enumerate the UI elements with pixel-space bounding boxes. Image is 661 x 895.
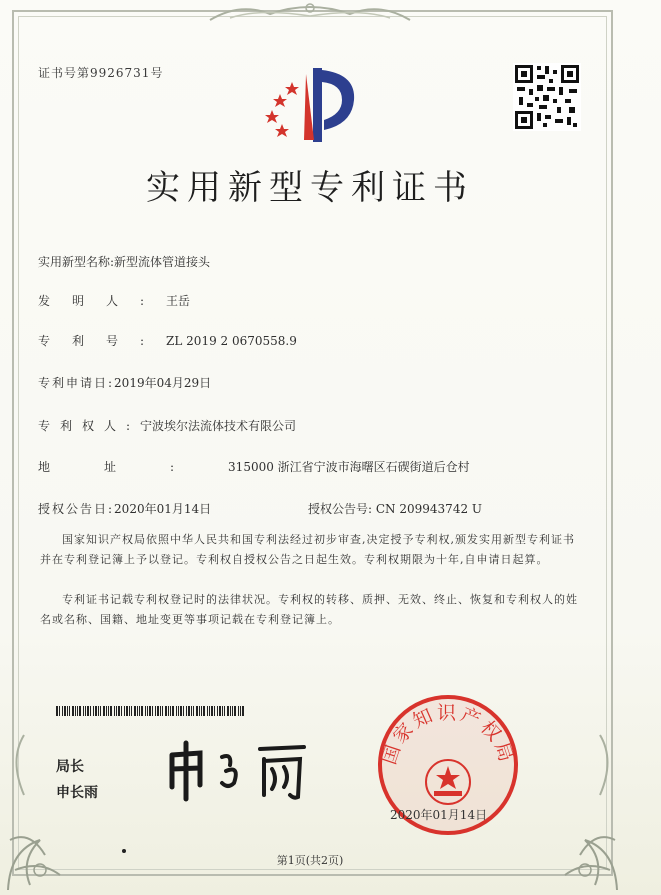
address-row	[38, 458, 470, 475]
patentee-value: 宁波埃尔法流体技术有限公司	[140, 419, 297, 433]
address-label: 地址:	[38, 460, 229, 474]
qr-code	[513, 63, 581, 131]
director-name: 申长雨	[56, 785, 98, 801]
bottom-left-ornament	[0, 800, 80, 895]
inventor-row	[38, 292, 190, 309]
grant-date-row	[38, 500, 211, 517]
grant-number-row	[308, 500, 482, 517]
filing-date-value: 2019年04月29日	[114, 376, 212, 390]
filing-date-label: 专利申请日:	[38, 376, 115, 390]
inventor-label: 发明人:	[38, 294, 167, 308]
legal-status-paragraph: 专利证书记载专利权登记时的法律状况。专利权的转移、质押、无效、终止、恢复和专利权人的姓名或名称、国籍、地址变更等事项记载在专利登记簿上。	[40, 593, 578, 626]
patent-number-label: 专利号:	[38, 334, 167, 348]
utility-model-name-row	[38, 253, 210, 270]
filing-date-row	[38, 374, 211, 391]
barcode	[56, 706, 246, 716]
certificate-title: 实用新型专利证书	[146, 168, 474, 208]
patentee-label: 专利权人:	[38, 419, 141, 433]
grant-number-label: 授权公告号:	[308, 502, 373, 516]
top-ornament	[200, 0, 420, 24]
patentee-row	[38, 417, 296, 434]
certificate-number: 证书号第9926731号	[38, 66, 164, 80]
grant-date-value: 2020年01月14日	[114, 502, 212, 516]
cnipa-logo	[258, 60, 368, 150]
director-title: 局长	[56, 759, 84, 775]
seal-date: 2020年01月14日	[390, 808, 488, 822]
inventor-value: 王岳	[166, 294, 191, 308]
left-ornament	[4, 730, 34, 800]
utility-model-name-value: 新型流体管道接头	[114, 255, 211, 269]
patent-number-value: ZL 2019 2 0670558.9	[166, 334, 297, 348]
patent-number-row	[38, 332, 297, 349]
utility-model-name-label: 实用新型名称:	[38, 255, 115, 269]
grant-statement-paragraph: 国家知识产权局依照中华人民共和国专利法经过初步审查,决定授予专利权,颁发实用新型专利证书并在专利登记簿上予以登记。专利权自授权公告之日起生效。专利权期限为十年,自申请日起算。	[40, 533, 575, 566]
page-number: 第1页(共2页)	[276, 854, 344, 867]
grant-date-label: 授权公告日:	[38, 502, 115, 516]
bottom-right-ornament	[545, 800, 625, 895]
right-ornament	[590, 730, 620, 800]
grant-number-value: CN 209943742 U	[375, 502, 483, 516]
director-signature	[160, 735, 320, 805]
address-value: 315000 浙江省宁波市海曙区石碶街道后仓村	[228, 460, 470, 474]
seal-text: 国家知识产权局	[378, 702, 518, 768]
